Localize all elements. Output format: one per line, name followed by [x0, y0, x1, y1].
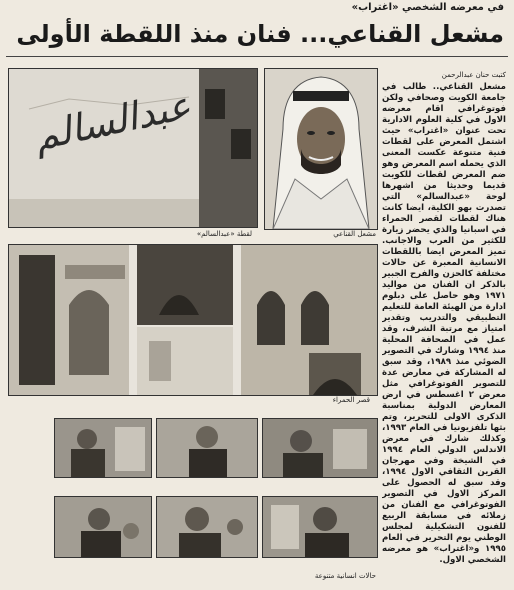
- headline-rule: [6, 56, 508, 57]
- graffiti-text: عبدالسالم: [30, 82, 195, 160]
- human-photo-3: [262, 418, 378, 478]
- article-body: [382, 70, 506, 584]
- kicker: في معرضه الشخصي «اغتراب»: [351, 2, 504, 13]
- human-photo-1: [54, 418, 152, 478]
- human-photo-4: [54, 496, 152, 558]
- portrait-photo: [264, 68, 378, 230]
- human-photo-6: [262, 496, 378, 558]
- human-photos-caption: حالات انسانية متنوعة: [314, 572, 376, 580]
- human-photo-2: [156, 418, 258, 478]
- portrait-caption: مشعل القناعي: [333, 230, 376, 238]
- alhambra-collage: [8, 244, 378, 396]
- byline: كتبت حنان عبدالرحمن: [441, 71, 506, 79]
- graffiti-caption: لقطة «عبدالسالم»: [196, 230, 252, 238]
- portrait-image: [265, 69, 377, 229]
- headline: مشعل القناعي... فنان منذ اللقطة الأولى: [16, 20, 504, 48]
- graffiti-photo: [8, 68, 258, 228]
- alhambra-caption-label: قصر الحمراء: [332, 396, 370, 404]
- human-photo-5: [156, 496, 258, 558]
- article-text: مشعل القناعي.. طالب في جامعة الكويت وصحافي ولكن فوتوغرافي اقام معرضه الاول في كلية العلوم الادارية تحت عنوان «اغتراب» حيث اشتمل المعرض على لقطات فنية متنوعة عكست المعنى الذي يحمله اسم المعرض وهو ضم المعرض لقطات للكويت قديما وحديثا من اشهرها لوحة «عبدالسالم» التي تصدرت بهو الكلية، ايضا كانت هناك لقطات لقصر الحمراء في اسبانيا والذي يحضر زيارة للكثير من العرب والاجانب. تميز المعرض ايضا باللقطات الانسانية المعبرة عن حالات مختلفة كالحزن والفرح الجبير بالذكر ان الفنان من مواليد ١٩٧١ وهو حاصل على دبلوم ادارة من الهيئة العامة للتعليم التطبيقي والتدريب وتقدير امتياز مع مرتبة الشرف، وقد عمل في الصحافة المحلية منذ ١٩٩٤ وشارك في التصوير الضوئي منذ ١٩٨٩، وقد سبق له المشاركة في معارض عدة للتصوير الفوتوغرافي مثل معرض ٢ اغسطس في ارض المعارض الدولية بمناسبة الذكرى الاولى للتحرير، وتم بثها تلفزيونيا في العام ١٩٩٣، وكذلك شارك في معرض الاندلس الدولي العام ١٩٩٤ في الشيخة وفي مهرجان القرين الثقافي الاول ١٩٩٤، وقد سبق له الحصول على المركز الاول في التصوير الفوتوغرافي مع الفنان من زملائه في مسابقة الربيع للفنون التشكيلية لمجلس الوطني يوم التحرير في العام ١٩٩٥ و«اغتراب» هو معرضه الشخصي الاول.: [382, 82, 506, 565]
- alhambra-image: [9, 245, 377, 395]
